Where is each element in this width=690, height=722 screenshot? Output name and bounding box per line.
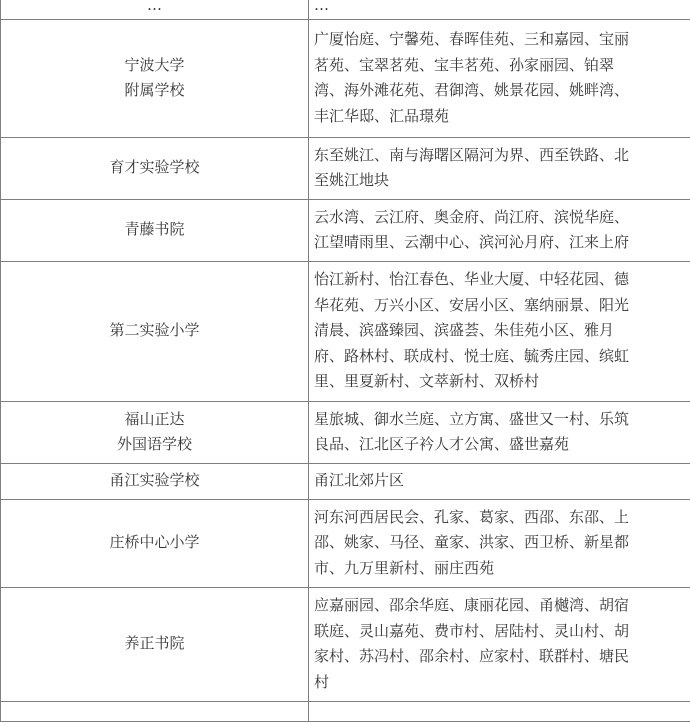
district-area-line: 东至姚江、南与海曙区隔河为界、西至铁路、北 [314,143,686,169]
district-area-line: 清晨、滨盛臻园、滨盛荟、朱佳苑小区、雅月 [314,318,686,344]
table-row [1,499,690,587]
district-area-line: 星旅城、御水兰庭、立方寓、盛世又一村、乐筑 [314,407,686,433]
district-area-line: 至姚江地块 [314,168,686,194]
school-name-line: 外国语学校 [1,432,308,458]
district-area-line: 良品、江北区子衿人才公寓、盛世嘉苑 [314,432,686,458]
school-name-cell [1,199,309,261]
district-area-line: 市、九万里新村、丽庄西苑 [314,556,686,582]
district-area-line: 村 [314,670,686,696]
school-name-cell [1,463,309,499]
school-name-cell [1,587,309,701]
school-name-cell [1,499,309,587]
school-name-cell [1,137,309,199]
district-area-line: 河东河西居民会、孔家、葛家、西邵、东邵、上 [314,505,686,531]
district-area-cell [309,261,690,401]
district-area-line: 里、里夏新村、文萃新村、双桥村 [314,369,686,395]
school-name-cell [1,19,309,137]
district-area-cell [309,499,690,587]
district-area-line: 湾、海外滩花苑、君御湾、姚景花园、姚畔湾、 [314,78,686,104]
school-name-cell [1,401,309,463]
school-name-line: 养正书院 [1,631,308,657]
school-name-line: 第二实验小学 [1,318,308,344]
district-area-cell [309,0,690,19]
table-row [1,401,690,463]
table-body [1,0,690,721]
district-area-line: 应嘉丽园、邵余华庭、康丽花园、甬樾湾、胡宿 [314,593,686,619]
district-area-line: 甬江北郊片区 [314,468,686,494]
school-name-cell [1,701,309,721]
district-area-line: 云水湾、云江府、奥金府、尚江府、滨悦华庭、 [314,205,686,231]
district-area-cell [309,587,690,701]
district-area-cell [309,19,690,137]
school-name-line: 福山正达 [1,407,308,433]
school-name-line: 庄桥中心小学 [1,530,308,556]
table-row [1,701,690,721]
table-row [1,587,690,701]
district-area-line: 联庭、灵山嘉苑、费市村、居陆村、灵山村、胡 [314,619,686,645]
district-area-line: 江望晴雨里、云潮中心、滨河沁月府、江来上府 [314,230,686,256]
school-name-line: … [1,0,308,19]
school-name-line: 宁波大学 [1,53,308,79]
school-name-line: 甬江实验学校 [1,468,308,494]
district-area-line: 家村、苏冯村、邵余村、应家村、联群村、塘民 [314,644,686,670]
school-name-line: 青藤书院 [1,217,308,243]
district-area-cell [309,199,690,261]
district-area-line: 邵、姚家、马径、童家、洪家、西卫桥、新星都 [314,530,686,556]
table-row [1,137,690,199]
school-name-cell [1,261,309,401]
district-area-cell [309,401,690,463]
table-row [1,463,690,499]
district-area-line: 广厦怡庭、宁馨苑、春晖佳苑、三和嘉园、宝丽 [314,27,686,53]
district-area-line: 丰汇华邸、汇品璟苑 [314,104,686,130]
table-row [1,0,690,19]
table-row [1,199,690,261]
school-name-line: 附属学校 [1,78,308,104]
table-row [1,19,690,137]
district-area-line: … [314,0,686,19]
table-row [1,261,690,401]
district-area-line: 茗苑、宝翠茗苑、宝丰茗苑、孙家丽园、铂翠 [314,53,686,79]
district-area-line: 府、路林村、联成村、悦士庭、毓秀庄园、缤虹 [314,344,686,370]
district-area-line: 华花苑、万兴小区、安居小区、塞纳丽景、阳光 [314,293,686,319]
district-area-cell [309,463,690,499]
district-area-cell [309,701,690,721]
district-area-line: 怡江新村、怡江春色、华业大厦、中轻花园、德 [314,267,686,293]
school-name-cell [1,0,309,19]
school-name-line: 育才实验学校 [1,155,308,181]
district-area-cell [309,137,690,199]
